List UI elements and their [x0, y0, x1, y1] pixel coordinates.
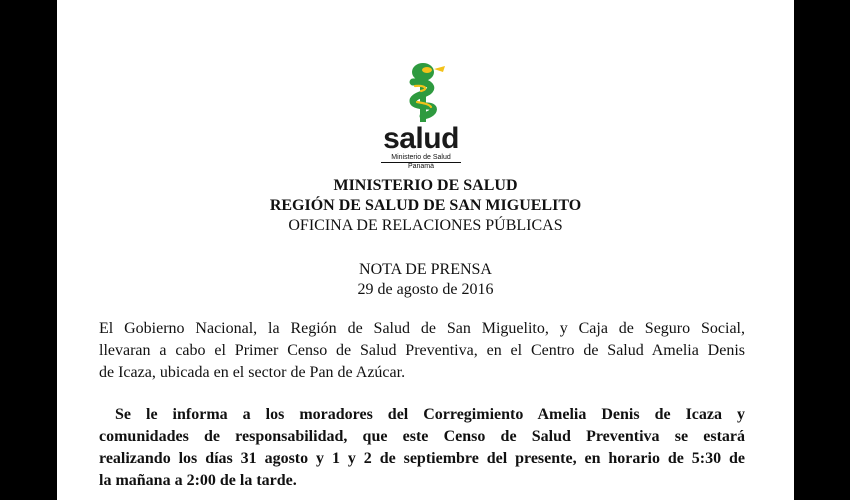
logo-subtitle: [373, 154, 469, 171]
paragraph-line: El Gobierno Nacional, la Región de Salud de San Miguelito, y Caja de Seguro Social,: [99, 320, 745, 337]
paragraph-line: Se le informa a los moradores del Corregimiento Amelia Denis de Icaza y: [115, 406, 745, 423]
paragraph-announcement: [99, 318, 745, 384]
header-ministry: MINISTERIO DE SALUD: [333, 177, 518, 194]
paragraph-line: la mañana a 2:00 de la tarde.: [99, 472, 297, 489]
document-header: [57, 176, 794, 236]
paragraph-schedule: [99, 404, 745, 492]
paragraph-line: llevaran a cabo el Primer Censo de Salud Preventiva, en el Centro de Salud Amelia Denis: [99, 342, 745, 359]
paragraph-line: realizando los días 31 agosto y 1 y 2 de septiembre del presente, en horario de 5:30 de: [99, 450, 745, 467]
press-note-heading: [57, 260, 794, 300]
logo-subtitle-ministry: Ministerio de Salud: [391, 154, 451, 161]
logo-subtitle-country: Panamá: [407, 163, 435, 170]
press-note-title: NOTA DE PRENSA: [359, 261, 492, 278]
header-region: REGIÓN DE SALUD DE SAN MIGUELITO: [269, 197, 582, 214]
press-note-date: 29 de agosto de 2016: [357, 281, 494, 298]
logo-wordmark: salud: [383, 122, 459, 155]
salud-logo: [373, 60, 469, 172]
paragraph-line: de Icaza, ubicada en el sector de Pan de Azúcar.: [99, 364, 406, 381]
serpent-staff-icon: [373, 60, 469, 124]
paragraph-line: comunidades de responsabilidad, que este Censo de Salud Preventiva se estará: [99, 428, 745, 445]
press-release-page: [57, 0, 794, 500]
header-office: OFICINA DE RELACIONES PÚBLICAS: [288, 217, 563, 234]
